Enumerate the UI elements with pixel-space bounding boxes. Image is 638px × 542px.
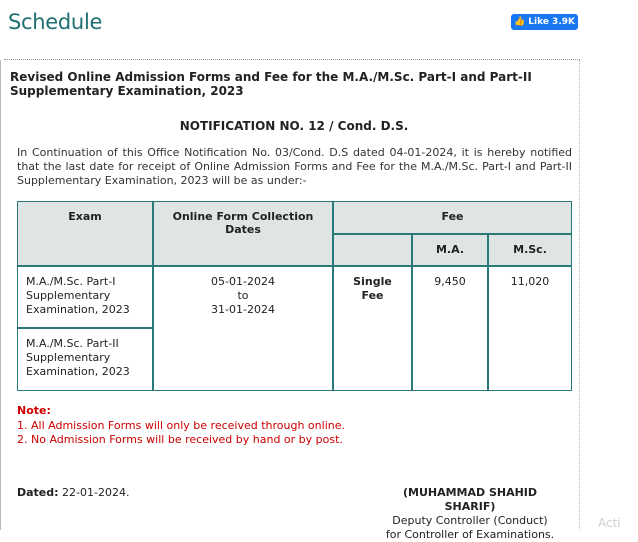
dated-value: 22-01-2024. bbox=[62, 486, 130, 499]
dated-label: Dated: bbox=[17, 486, 59, 499]
header-fee-type bbox=[333, 234, 412, 266]
document-heading: Revised Online Admission Forms and Fee for the M.A./M.Sc. Part-I and Part-II Supplementary Examination, 2023 bbox=[10, 70, 532, 98]
activation-watermark: Acti bbox=[598, 516, 621, 530]
note-item-2: 2. No Admission Forms will be received by hand or by post. bbox=[17, 433, 343, 446]
date-to: 31-01-2024 bbox=[211, 303, 275, 316]
fee-ma-cell: 9,450 bbox=[412, 266, 488, 391]
divider bbox=[4, 59, 580, 60]
like-count: Like 3.9K bbox=[528, 17, 575, 27]
header-dates: Online Form Collection Dates bbox=[153, 201, 333, 266]
table-row-exam-part2: M.A./M.Sc. Part-II Supplementary Examination, 2023 bbox=[17, 328, 153, 391]
fee-type-cell: Single Fee bbox=[333, 266, 412, 391]
fee-msc-cell: 11,020 bbox=[488, 266, 572, 391]
header-fee: Fee bbox=[333, 201, 572, 234]
date-from: 05-01-2024 bbox=[211, 275, 275, 288]
header-ma: M.A. bbox=[412, 234, 488, 266]
signatory-for: for Controller of Examinations. bbox=[385, 528, 555, 541]
page-title: Schedule bbox=[8, 10, 103, 34]
table-row-exam-part1: M.A./M.Sc. Part-I Supplementary Examination, 2023 bbox=[17, 266, 153, 328]
header-msc: M.Sc. bbox=[488, 234, 572, 266]
thumbs-up-icon: 👍 bbox=[514, 17, 526, 27]
schedule-table bbox=[17, 201, 572, 391]
collection-dates-cell bbox=[153, 266, 333, 391]
note-label: Note: bbox=[17, 404, 51, 417]
header-exam: Exam bbox=[17, 201, 153, 266]
facebook-like-button[interactable] bbox=[511, 14, 578, 30]
notification-paragraph: In Continuation of this Office Notification No. 03/Cond. D.S dated 04-01-2024, it is hereby notified that the last date for receipt of Online Admission Forms and Fee for the M.A./M.Sc. Part-I and Part-II Supplementary Examination, 2023 will be as under:- bbox=[17, 146, 572, 187]
dated-line bbox=[17, 486, 129, 499]
signatory-name: (MUHAMMAD SHAHID SHARIF) bbox=[402, 486, 538, 513]
notification-number: NOTIFICATION NO. 12 / Cond. D.S. bbox=[179, 119, 409, 133]
signature-block bbox=[384, 486, 556, 542]
date-to-word: to bbox=[237, 289, 249, 302]
signatory-title: Deputy Controller (Conduct) bbox=[392, 514, 548, 527]
note-item-1: 1. All Admission Forms will only be received through online. bbox=[17, 419, 345, 432]
